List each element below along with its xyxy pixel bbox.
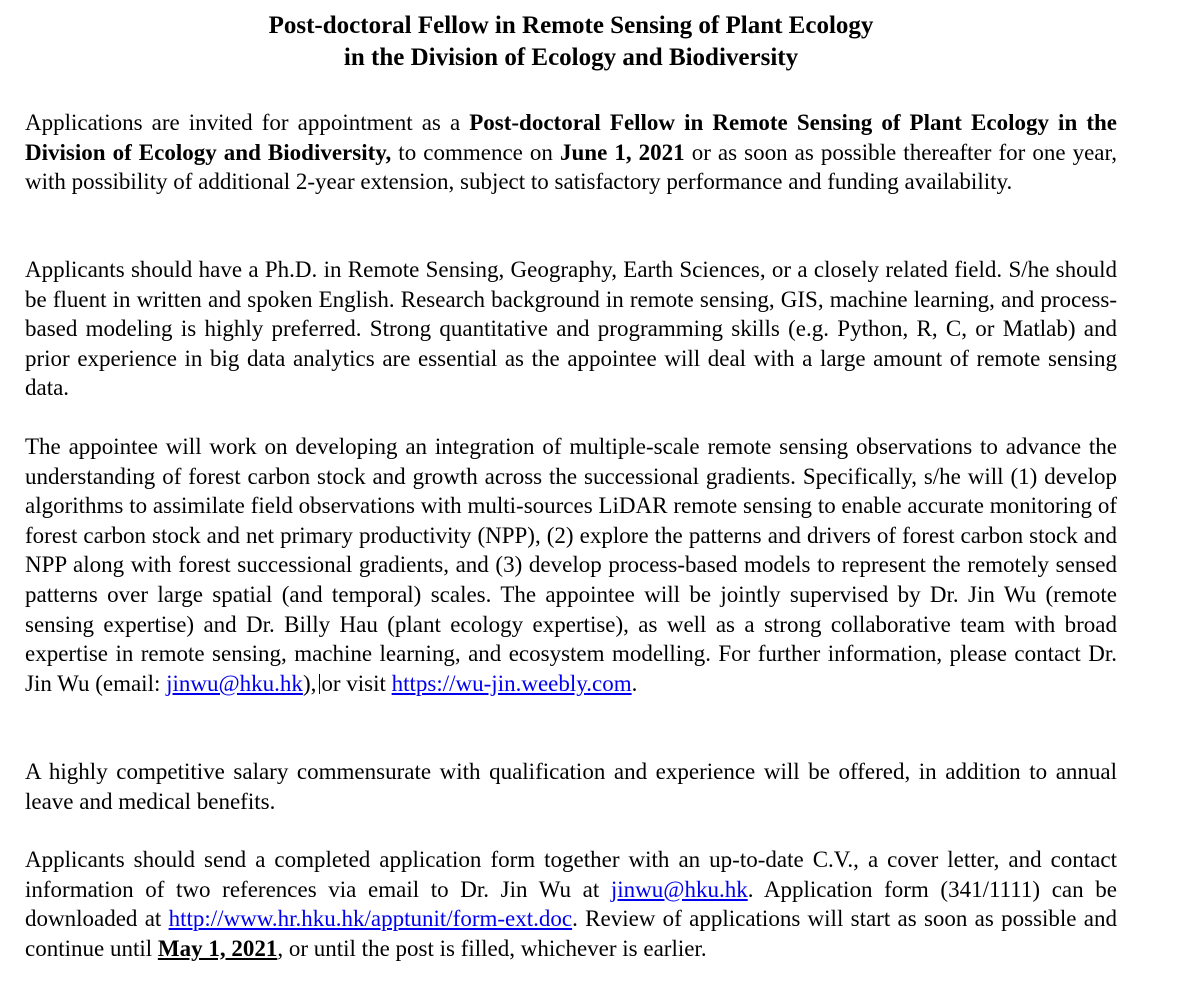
- application-email-link[interactable]: jinwu@hku.hk: [610, 876, 748, 902]
- paragraph-application: [25, 845, 1117, 963]
- document-title: [0, 10, 1142, 74]
- paragraph-duties: [25, 432, 1117, 698]
- text-segment: .: [631, 670, 638, 696]
- start-date-bold: June 1, 2021: [559, 139, 685, 165]
- title-line-1: Post-doctoral Fellow in Remote Sensing of Plant Ecology: [268, 12, 874, 39]
- text-segment: ),: [302, 670, 317, 696]
- text-segment: , or until the post is filled, whichever is earlier.: [277, 935, 707, 961]
- paragraph-requirements: [25, 255, 1117, 403]
- title-line-2: in the Division of Ecology and Biodiversity: [343, 44, 799, 71]
- deadline-date: May 1, 2021: [157, 935, 278, 961]
- text-segment: Applications are invited for appointment as a: [25, 110, 470, 135]
- text-segment: Applicants should have a Ph.D. in Remote Sensing, Geography, Earth Sciences, or a closely related field. S/he should be fluent in written and spoken English. Research background in remote sensing, GIS, machine learning, and process-based modeling is highly preferred. Strong quantitative and programming skills (e.g. Python, R, C, or Matlab) and prior experience in big data analytics are essential as the appointee will deal with a large amount of remote sensing data.: [25, 257, 1117, 401]
- text-segment: A highly competitive salary commensurate with qualification and experience will be offered, in addition to annual leave and medical benefits.: [25, 759, 1117, 814]
- website-link[interactable]: https://wu-jin.weebly.com: [391, 670, 632, 696]
- application-form-link[interactable]: http://www.hr.hku.hk/apptunit/form-ext.doc: [168, 906, 573, 932]
- text-segment: . Review of applications will start as soon as possible and continue until: [25, 906, 1117, 961]
- text-segment: or visit: [321, 670, 392, 696]
- position-title-bold: Post-doctoral Fellow in Remote Sensing of Plant Ecology in the Division of Ecology and Biodiversity,: [25, 110, 1117, 165]
- text-segment: . Application form (341/1111) can be downloaded at: [25, 876, 1117, 932]
- paragraph-appointment: [25, 108, 1117, 197]
- text-segment: or as soon as possible thereafter for one year, with possibility of additional 2-year extension, subject to satisfactory performance and funding availability.: [25, 139, 1117, 195]
- text-segment: Applicants should send a completed application form together with an up-to-date C.V., a cover letter, and contact information of two references via email to Dr. Jin Wu at: [25, 847, 1117, 902]
- contact-email-link[interactable]: jinwu@hku.hk: [166, 670, 303, 696]
- text-segment: The appointee will work on developing an integration of multiple-scale remote sensing observations to advance the understanding of forest carbon stock and growth across the successional gradients. Specifically, s/he will (1) develop algorithms to assimilate field observations with multi-sources LiDAR remote sensing to enable accurate monitoring of forest carbon stock and net primary productivity (NPP), (2) explore the patterns and drivers of forest carbon stock and NPP along with forest successional gradients, and (3) develop process-based models to represent the remotely sensed patterns over large spatial (and temporal) scales. The appointee will be jointly supervised by Dr. Jin Wu (remote sensing expertise) and Dr. Billy Hau (plant ecology expertise), as well as a strong collaborative team with broad expertise in remote sensing, machine learning, and ecosystem modelling. For further information, please contact Dr. Jin Wu (email:: [25, 434, 1117, 696]
- text-segment: to commence on: [391, 139, 560, 165]
- paragraph-salary: [25, 757, 1117, 816]
